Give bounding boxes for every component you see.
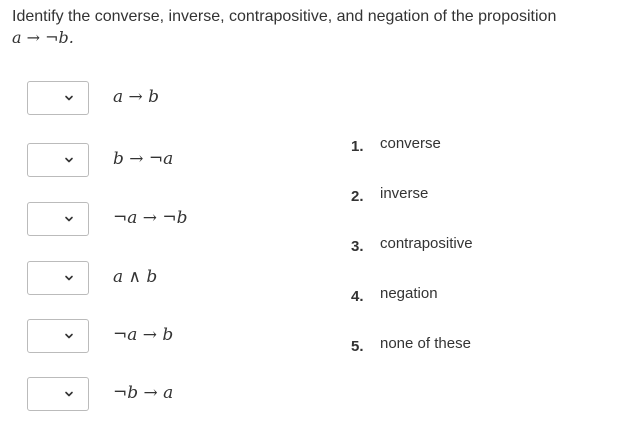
option-item [351,285,438,310]
match-row [27,79,307,119]
match-row [27,375,307,415]
row-expression: ¬a → b [113,325,174,345]
answer-select[interactable] [27,81,89,115]
option-item [351,235,473,260]
option-number: 4. [351,288,364,305]
option-number: 3. [351,238,364,255]
chevron-down-icon [64,214,74,224]
row-expression: a → b [113,87,160,107]
answer-select[interactable] [27,377,89,411]
match-row [27,259,307,299]
option-label: inverse [380,185,429,202]
option-item [351,135,441,160]
chevron-down-icon [64,155,74,165]
row-expression: ¬b → a [113,383,174,403]
option-item [351,335,471,360]
row-expression: b → ¬a [113,149,174,169]
option-number: 5. [351,338,364,355]
chevron-down-icon [64,389,74,399]
option-item [351,185,429,210]
row-expression: ¬a → ¬b [113,208,188,228]
chevron-down-icon [64,273,74,283]
chevron-down-icon [64,93,74,103]
match-row [27,317,307,357]
prompt-text: Identify the converse, inverse, contrapositive, and negation of the proposition [12,8,557,25]
answer-select[interactable] [27,143,89,177]
answer-select[interactable] [27,202,89,236]
option-label: converse [380,135,441,152]
option-number: 2. [351,188,364,205]
answer-select[interactable] [27,261,89,295]
match-row [27,141,307,181]
option-label: none of these [380,335,471,352]
prompt-expression: a → ¬b. [12,28,74,47]
option-label: negation [380,285,438,302]
option-number: 1. [351,138,364,155]
row-expression: a ∧ b [113,267,158,287]
question-prompt [12,6,622,49]
match-row [27,200,307,240]
chevron-down-icon [64,331,74,341]
option-label: contrapositive [380,235,473,252]
answer-select[interactable] [27,319,89,353]
